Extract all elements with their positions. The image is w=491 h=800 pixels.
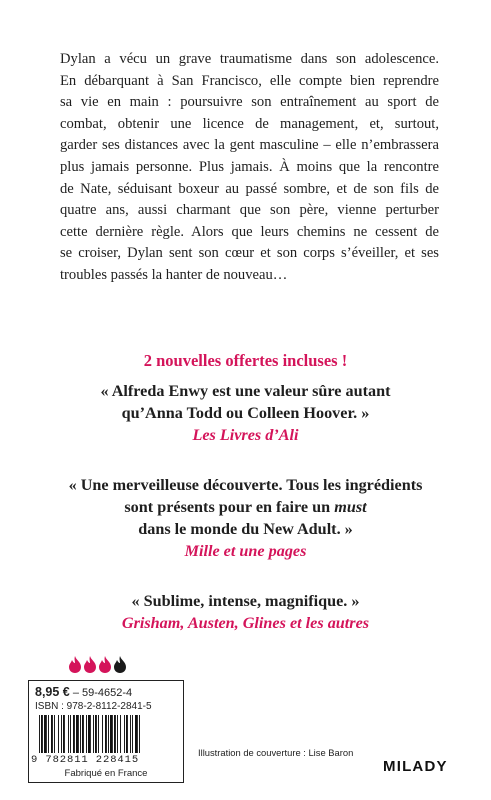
barcode-bar	[126, 715, 128, 753]
barcode-bar	[80, 715, 81, 753]
review-quote	[0, 380, 491, 446]
publisher-logo: MILADY	[383, 758, 448, 775]
barcode-bar	[120, 715, 121, 753]
barcode-bar	[63, 715, 65, 753]
quote-line: « Une merveilleuse découverte. Tous les ingrédients	[68, 476, 423, 494]
barcode-bar	[41, 715, 43, 753]
blurb-line: troubles passés la hanter de nouveau…	[60, 266, 288, 283]
blurb-line: Dylan a vécu un grave traumatisme dans son adolescence.	[60, 51, 439, 67]
quote-line: « Alfreda Enwy est une valeur sûre autant	[100, 382, 391, 400]
flame-icon	[83, 655, 97, 674]
barcode-bar	[44, 715, 47, 753]
barcode-bar	[86, 715, 87, 753]
barcode-bar	[110, 715, 113, 753]
quote-line: qu’Anna Todd ou Colleen Hoover. »	[121, 404, 370, 422]
blurb-line: combat, obtenir une licence de management, et, surtout,	[60, 115, 439, 132]
illustration-credit: Illustration de couverture : Lise Baron	[198, 747, 354, 758]
barcode-bar	[61, 715, 62, 753]
quote-source: Les Livres d’Ali	[192, 426, 299, 444]
offers-heading: 2 nouvelles offertes incluses !	[143, 351, 348, 370]
barcode-bar	[114, 715, 116, 753]
barcode-bar	[98, 715, 99, 753]
blurb-line: sa vie en main : poursuivre son entraînement au sport de	[60, 94, 439, 111]
blurb-line: de Nate, séduisant boxeur au passé sombre, et de son fils de	[60, 180, 439, 197]
barcode-bar	[95, 715, 97, 753]
barcode-bar	[82, 715, 84, 753]
barcode-bar	[117, 715, 118, 753]
quote-line: dans le monde du New Adult. »	[138, 520, 353, 538]
review-quote	[0, 590, 491, 634]
barcode-bar	[124, 715, 125, 753]
quote-line: « Sublime, intense, magnifique. »	[131, 592, 360, 610]
barcode-bar	[70, 715, 71, 753]
blurb-line: En débarquant à San Francisco, elle compte bien reprendre	[60, 72, 439, 89]
barcode-bar	[135, 715, 138, 753]
product-code: – 59-4652-4	[69, 687, 133, 699]
made-in-label: Fabriqué en France	[64, 768, 148, 779]
barcode-digits: 9 782811 228415	[31, 754, 140, 766]
barcode-bar	[39, 715, 40, 753]
barcode-bar	[102, 715, 103, 753]
quote-source: Grisham, Austen, Glines et les autres	[121, 614, 370, 632]
quote-source: Mille et une pages	[184, 542, 307, 560]
barcode-bar	[76, 715, 79, 753]
barcode-bar	[48, 715, 49, 753]
barcode-bar	[130, 715, 131, 753]
quote-emphasis: must	[334, 498, 367, 516]
price-line	[35, 685, 132, 699]
blurb-line: garder ses distances avec la gent masculine – elle n’embrassera	[60, 137, 439, 154]
barcode-bar	[139, 715, 140, 753]
price-barcode-box	[28, 680, 184, 783]
barcode-bar	[132, 715, 133, 753]
barcode	[37, 715, 177, 753]
barcode-bar	[108, 715, 109, 753]
blurb-line: quatre ans, aussi charmant que son père, vienne perturber	[60, 202, 439, 219]
blurb-line: cette dernière règle. Alors que leurs chemins ne cessent de	[60, 223, 439, 240]
quote-line: sont présents pour en faire un	[124, 498, 335, 516]
barcode-bar	[51, 715, 53, 753]
review-quote	[0, 474, 491, 562]
barcode-bar	[73, 715, 75, 753]
flame-icon	[113, 655, 127, 674]
back-cover-blurb	[60, 49, 439, 287]
isbn: ISBN : 978-2-8112-2841-5	[35, 701, 152, 712]
blurb-line: plus jamais personne. Plus jamais. À moins que la rencontre	[60, 158, 439, 175]
barcode-bar	[54, 715, 55, 753]
flame-icon	[68, 655, 82, 674]
barcode-bar	[105, 715, 107, 753]
barcode-bar	[68, 715, 69, 753]
blurb-line: se croiser, Dylan sent son cœur et son corps s’éveiller, et ses	[60, 245, 439, 262]
flame-icon	[98, 655, 112, 674]
barcode-bar	[93, 715, 94, 753]
barcode-bar	[58, 715, 59, 753]
price: 8,95 €	[35, 685, 70, 699]
barcode-bar	[88, 715, 91, 753]
heat-rating	[68, 655, 127, 675]
